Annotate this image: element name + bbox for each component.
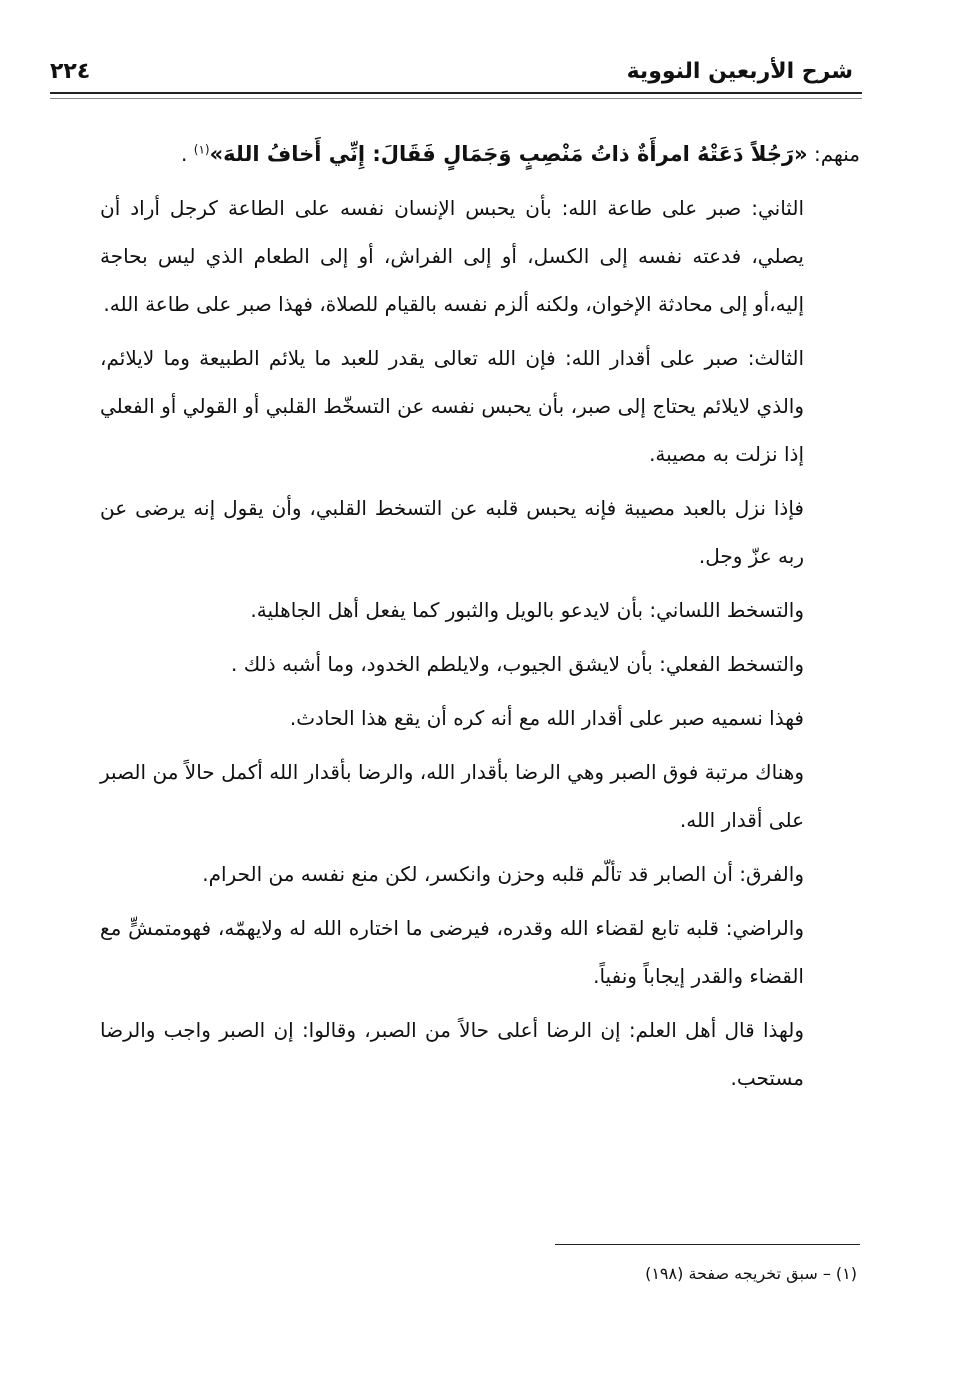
paragraph-lead: منهم: xyxy=(807,142,860,166)
running-title: شرح الأربعين النووية xyxy=(626,59,853,84)
header-divider xyxy=(50,92,862,99)
footnote-reference: (١) xyxy=(193,142,210,157)
hadith-quote: «رَجُلاً دَعَتْهُ امرأَةٌ ذاتُ مَنْصِبٍ وَجَمَالٍ فَقَالَ: إِنِّي أَخافُ اللهَ» xyxy=(209,142,808,166)
footnote-divider xyxy=(555,1244,860,1245)
paragraph-scholars: ولهذا قال أهل العلم: إن الرضا أعلى حالاً من الصبر، وقالوا: إن الصبر واجب والرضا مستحب. xyxy=(100,1018,804,1090)
page-number: ٢٢٤ xyxy=(50,59,91,84)
paragraph-verbal-discontent: والتسخط اللساني: بأن لايدعو بالويل والثبور كما يفعل أهل الجاهلية. xyxy=(250,598,804,622)
paragraph-contentment-rank: وهناك مرتبة فوق الصبر وهي الرضا بأقدار الله، والرضا بأقدار الله أكمل حالاً من الصبر على أقدار الله. xyxy=(100,760,804,832)
paragraph-second-type: الثاني: صبر على طاعة الله: بأن يحبس الإنسان نفسه على الطاعة كرجل أراد أن يصلي، فدعته نفسه إلى الكسل، أو إلى الفراش، أو إلى الطعام الذي ليس بحاجة إليه،أو إلى محادثة الإخوان، ولكنه ألزم نفسه بالقيام للصلاة، فهذا صبر على طاعة الله. xyxy=(100,196,804,316)
main-text xyxy=(100,130,860,1102)
paragraph-content-person: والراضي: قلبه تابع لقضاء الله وقدره، فيرضى ما اختاره الله له ولايهمّه، فهومتمشٍّ مع القضاء والقدر إيجاباً ونفياً. xyxy=(100,916,804,988)
paragraph-patience-naming: فهذا نسميه صبر على أقدار الله مع أنه كره أن يقع هذا الحادث. xyxy=(289,706,804,730)
paragraph-difference: والفرق: أن الصابر قد تألّم قلبه وحزن وانكسر، لكن منع نفسه من الحرام. xyxy=(202,862,804,886)
paragraph-third-type: الثالث: صبر على أقدار الله: فإن الله تعالى يقدر للعبد ما يلائم الطبيعة وما لايلائم، والذي لايلائم يحتاج إلى صبر، بأن يحبس نفسه عن التسخّط القلبي أو القولي أو الفعلي إذا نزلت به مصيبة. xyxy=(100,346,804,466)
paragraph-hadith xyxy=(100,130,860,178)
paragraph-physical-discontent: والتسخط الفعلي: بأن لايشق الجيوب، ولايلطم الخدود، وما أشبه ذلك . xyxy=(231,652,804,676)
footnote: (١) – سبق تخريجه صفحة (١٩٨) xyxy=(645,1264,857,1283)
paragraph-tail: . xyxy=(181,142,194,166)
paragraph-calamity: فإذا نزل بالعبد مصيبة فإنه يحبس قلبه عن التسخط القلبي، وأن يقول إنه يرضى عن ربه عزّ وجل. xyxy=(100,496,804,568)
